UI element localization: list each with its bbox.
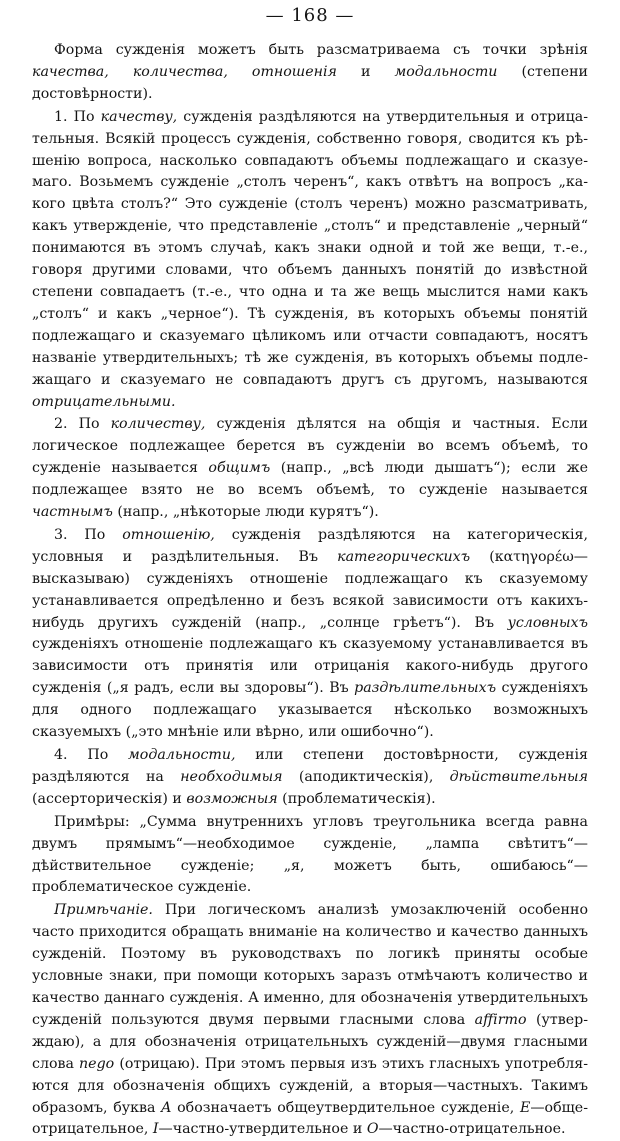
text-run: (аподиктическія), [282,768,450,785]
italic-term: отрицательными. [32,393,176,410]
examples-paragraph [32,812,588,900]
book-page [32,4,588,1141]
italic-term: общимъ [208,460,271,477]
text-run: Форма сужденія можетъ быть разсматриваема съ точки зрѣнія [54,42,588,58]
italic-term: частнымъ [32,504,113,521]
italic-term: возможныя [186,790,278,807]
text-run: Примѣры: „Сумма внутреннихъ угловъ треугольника всегда равна двумъ прямымъ“—необходимое сужденіе, „лампа свѣтитъ“—дѣйствительное сужденіе; „я, можетъ быть, ошибаюсь“—проблематическое сужденіе. [32,813,588,896]
italic-term: качества, количества, отношенія [32,63,337,80]
text-run: (ассерторическія) и [32,790,187,807]
text-run: 1. По [54,108,101,125]
text-run: (напр., „нѣкоторые люди курятъ“). [112,504,379,521]
text-run: сужденія дѣлятся на общія и частныя. Если логическое подлежащее берется въ сужденіи во всемъ объемѣ, то сужденіе называется [32,416,588,477]
text-run: 4. По [54,747,129,763]
text-run: (κατηγορέω—высказываю) сужденіяхъ отношеніе подлежащаго къ сказуемому устанавливается опредѣленно и безъ всякой зависимости отъ какихъ-нибудь другихъ сужденій (напр., „солнце грѣетъ“). Въ [32,548,588,631]
italic-term: affirmo [474,1011,527,1028]
italic-term: условныхъ [507,614,588,631]
text-run: обозначаетъ общеутвердительное сужденіе, [171,1099,520,1116]
relation-paragraph [32,525,588,744]
page-number: — 168 — [265,5,355,26]
page-text-body [32,40,588,1141]
italic-term: качеству, [100,108,178,125]
italic-term: отношенію, [122,526,215,543]
italic-term: O [366,1121,379,1138]
italic-term: nego [79,1055,115,1072]
text-run: (утверждаю), а для обозначенія отрицательныхъ сужденій—двумя гласными слова [32,1011,588,1072]
italic-term: категорическихъ [337,548,471,565]
text-run: (проблематическія). [277,790,436,807]
text-run: —частно-отрицательное. [378,1121,566,1138]
text-run: При логическомъ анализѣ умозаключеній особенно часто приходится обращать вниманіе на количество и качество данныхъ сужденій. Поэтому въ руководствахъ по логикѣ приняты особые условные знаки, при помощи которыхъ заразъ отмѣчаютъ количество и качество даннаго сужденія. А именно, для обозначенія утвердительныхъ сужденій пользуются двумя первыми гласными слова [32,902,588,1028]
intro-paragraph [32,40,588,106]
text-run: 3. По [54,526,123,543]
italic-term: дѣйствительныя [449,768,588,785]
italic-term: I [152,1121,159,1138]
text-run: —общеотрицательное, [32,1099,588,1138]
italic-term: необходимыя [180,768,283,785]
text-run: сужденія раздѣляются на утвердительныя и отрицательныя. Всякій процессъ сужденія, собственно говоря, сводится къ рѣшенію вопроса, насколько совпадаютъ объемы подлежащаго и сказуемаго. Возьмемъ сужденіе „столъ черенъ“, какъ отвѣтъ на вопросъ „какого цвѣта столъ?“ Это сужденіе (столъ черенъ) можно разсматривать, какъ утвержденіе, что представленіе „столъ“ и представленіе „черный“ понимаются въ этомъ случаѣ, какъ знаки одной и той же вещи, т.-е., говоря другими словами, что объемъ данныхъ понятій до извѣстной степени совпадаетъ (т.-е., что одна и та же вещь мыслится нами какъ „столъ“ и какъ „черное“). Тѣ сужденія, въ которыхъ объемы понятій подлежащаго и сказуемаго цѣликомъ или отчасти совпадаютъ, носятъ названіе утвердительныхъ; тѣ же сужденія, въ которыхъ объемы подлежащаго и сказуемаго не совпадаютъ другъ съ другомъ, называются [32,108,588,388]
text-run: (напр., „всѣ люди дышатъ“); если же подлежащее взято не во всемъ объемѣ, то сужденіе называется [32,460,589,499]
quality-paragraph [32,107,588,414]
text-run: (отрицаю). При этомъ первыя изъ этихъ гласныхъ употребляются для обозначенія общихъ сужденій, а вторыя—частныхъ. Такимъ образомъ, буква [32,1055,588,1116]
text-run: 2. По [54,416,111,433]
text-run: сужденія раздѣляются на категорическія, условныя и раздѣлительныя. Въ [32,526,588,565]
text-run: сужденіяхъ отношеніе подлежащаго къ сказуемому устанавливается въ зависимости отъ принятія или отрицанія какого-нибудь другого сужденія („я радъ, если вы здоровы“). Въ [32,636,588,697]
text-run: (степени достовѣрности). [32,63,588,102]
italic-term: количеству, [110,416,206,433]
italic-term: A [161,1099,172,1116]
italic-term: модальности [394,63,498,80]
text-run: сужденіяхъ для одного подлежащаго указывается нѣсколько возможныхъ сказуемыхъ („это мнѣніе или вѣрно, или ошибочно“). [32,680,588,741]
italic-term: раздѣлительныхъ [354,680,497,697]
quantity-paragraph [32,414,588,524]
text-run: —частно-утвердительное и [158,1121,367,1138]
text-run: и [336,63,395,80]
italic-term: Примѣчаніе. [54,902,153,919]
modality-paragraph [32,745,588,811]
italic-term: E [519,1099,531,1116]
text-run: или степени достовѣрности, сужденія раздѣляются на [32,747,588,785]
italic-term: модальности, [128,747,236,763]
